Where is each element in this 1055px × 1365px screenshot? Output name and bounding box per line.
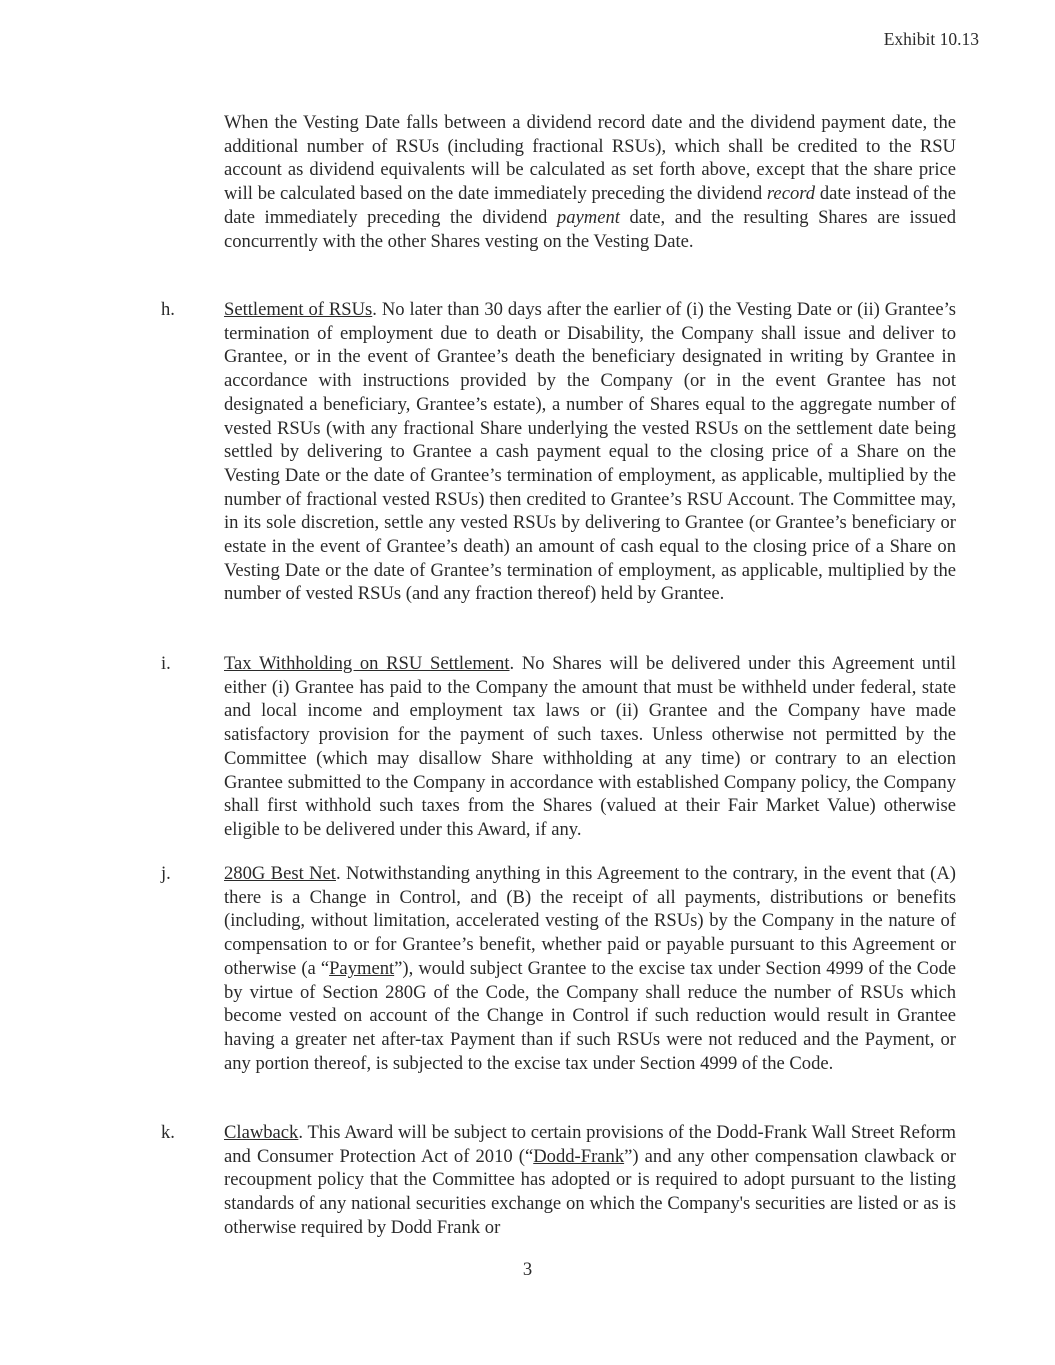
section-h-letter: h. [161, 299, 175, 320]
section-h-title: Settlement of RSUs [224, 299, 373, 320]
section-k-letter: k. [161, 1122, 175, 1143]
dodd-frank-defined-term: Dodd-Frank [533, 1145, 625, 1167]
section-k-title: Clawback [224, 1122, 299, 1143]
section-i-title: Tax Withholding on RSU Settlement [224, 653, 510, 674]
exhibit-label: Exhibit 10.13 [883, 29, 979, 49]
page-number: 3 [522, 1259, 533, 1280]
section-k-paragraph: Clawback. This Award will be subject to certain provisions of the Dodd-Frank Wall Street Reform and Consumer Protection Act of 2010 (“Dodd-Frank”) and any other compensation clawback or recoupment policy that the Committee has adopted or is required to adopt pursuant to the listing standards of any national securities exchange on which the Company's securities are listed or as is otherwise required by Dodd Frank or [224, 1122, 956, 1238]
payment-defined-term: Payment [329, 957, 395, 979]
section-h-paragraph: Settlement of RSUs. No later than 30 days after the earlier of (i) the Vesting Date or (ii) Grantee’s termination of employment due to death or Disability, the Company shall issue and deliver to Grantee, or in the event of Grantee’s death the beneficiary designated in writing by Grantee in accordance with instructions provided by the Company (or in the event Grantee has not designated a beneficiary, Grantee’s estate), a number of Shares equal to the aggregate number of vested RSUs (with any fractional Share underlying the vested RSUs on the settlement date being settled by delivering to Grantee a cash payment equal to the closing price of a Share on the Vesting Date or the date of Grantee’s termination of employment, as applicable, multiplied by the number of fractional vested RSUs) then credited to Grantee’s RSU Account. The Committee may, in its sole discretion, settle any vested RSUs by delivering to Grantee (or Grantee’s beneficiary or estate in the event of Grantee’s death) an amount of cash equal to the closing price of a Share on Vesting Date or the date of Grantee’s termination of employment, as applicable, multiplied by the number of vested RSUs (and any fraction thereof) held by Grantee. [224, 299, 956, 605]
section-j-letter: j. [161, 863, 171, 884]
section-j-paragraph: 280G Best Net. Notwithstanding anything in this Agreement to the contrary, in the event that (A) there is a Change in Control, and (B) the receipt of all payments, distributions or benefits (including, without limitation, accelerated vesting of the RSUs) by the Company in the nature of compensation to or for Grantee’s benefit, whether paid or payable pursuant to this Agreement or otherwise (a “Payment”), would subject Grantee to the excise tax under Section 4999 of the Code by virtue of Section 280G of the Code, the Company shall reduce the number of RSUs which become vested on account of the Change in Control if such reduction would result in Grantee having a greater net after-tax Payment than if such RSUs were not reduced and the Payment, or any portion thereof, is subjected to the excise tax under Section 4999 of the Code. [224, 863, 956, 1074]
section-i-paragraph: Tax Withholding on RSU Settlement. No Shares will be delivered under this Agreement until either (i) Grantee has paid to the Company the amount that must be withheld under federal, state and local income and employment tax laws or (ii) Grantee and the Company have made satisfactory provision for the payment of such taxes. Unless otherwise not permitted by the Committee (which may disallow Share withholding at any time) or contrary to an election Grantee submitted to the Company in accordance with established Company policy, the Company shall first withhold such taxes from the Shares (valued at their Fair Market Value) otherwise eligible to be delivered under this Award, if any. [224, 653, 956, 840]
section-j-title: 280G Best Net [224, 863, 336, 884]
italic-payment: payment [556, 206, 620, 228]
section-i-letter: i. [161, 653, 171, 674]
italic-record: record [766, 183, 816, 205]
dividend-vesting-paragraph: When the Vesting Date falls between a dividend record date and the dividend payment date, the additional number of RSUs (including fractional RSUs), which shall be credited to the RSU account as dividend equivalents will be calculated as set forth above, except that the share price will be calculated based on the date immediately preceding the dividend record date instead of the date immediately preceding the dividend payment date, and the resulting Shares are issued concurrently with the other Shares vesting on the Vesting Date. [224, 112, 956, 252]
